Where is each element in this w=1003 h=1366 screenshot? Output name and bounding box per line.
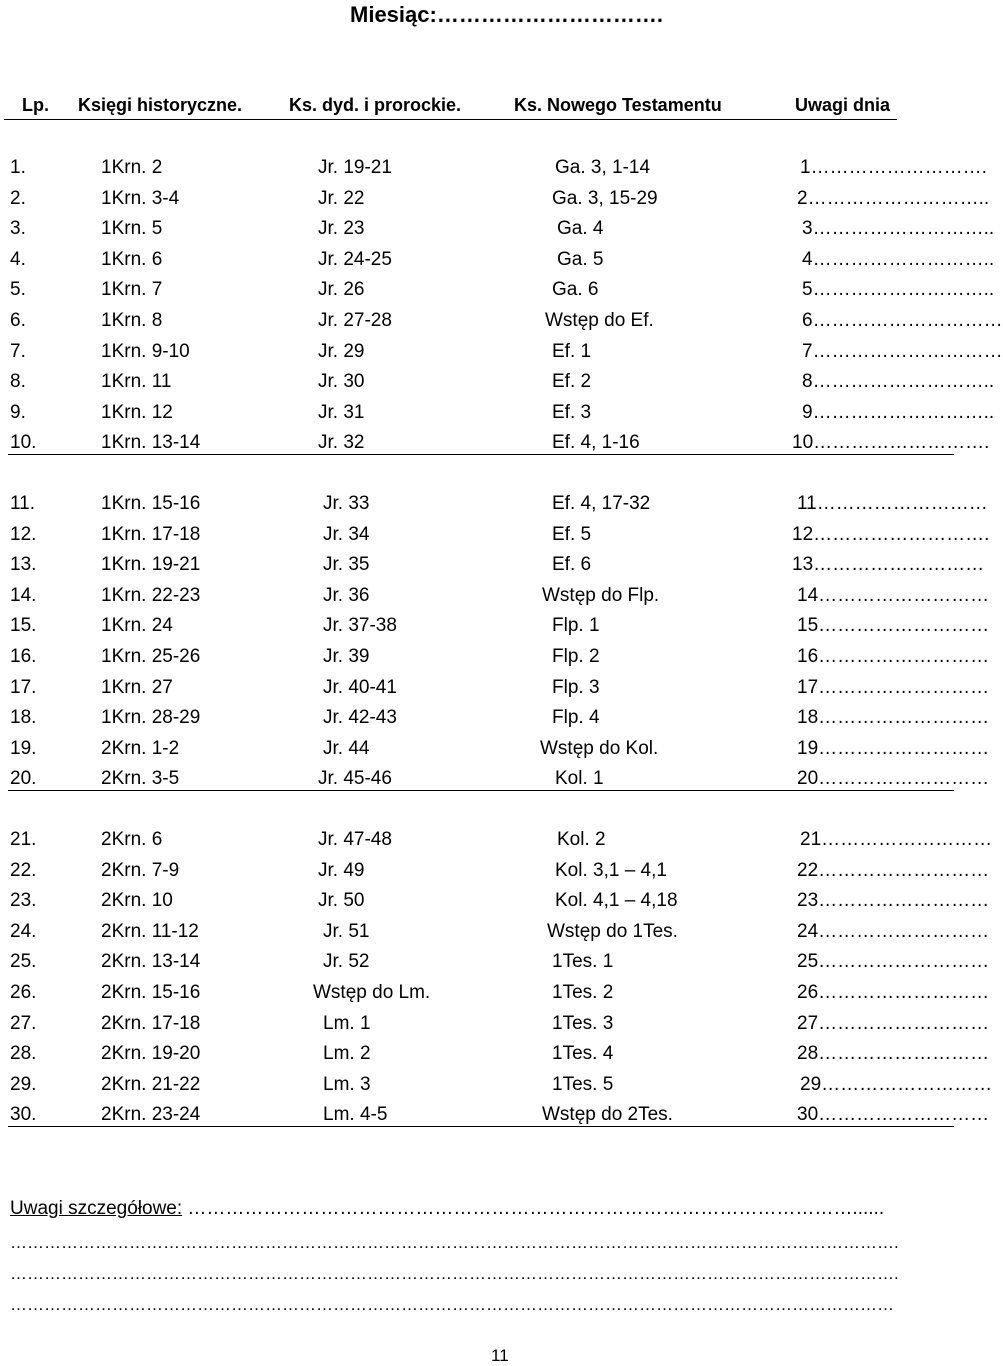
row-didactic-prophetic: Jr. 36 xyxy=(323,584,370,606)
row-didactic-prophetic: Jr. 52 xyxy=(323,951,370,973)
table-row xyxy=(0,157,987,181)
row-lp: 8. xyxy=(10,371,26,393)
row-notes: 25……………………… xyxy=(797,951,990,973)
row-lp: 13. xyxy=(10,554,37,576)
row-historical: 1Krn. 9-10 xyxy=(101,340,190,362)
row-lp: 15. xyxy=(10,615,37,637)
row-historical: 2Krn. 11-12 xyxy=(101,920,199,942)
remarks-line xyxy=(10,1198,884,1220)
row-new-testament: Ef. 4, 1-16 xyxy=(552,432,640,454)
row-lp: 20. xyxy=(10,768,37,790)
header-historical: Księgi historyczne. xyxy=(78,95,243,115)
row-new-testament: Wstęp do Kol. xyxy=(540,737,659,759)
row-new-testament: Kol. 4,1 – 4,18 xyxy=(555,890,678,912)
table-row xyxy=(0,493,988,517)
row-lp: 16. xyxy=(10,646,37,667)
row-didactic-prophetic: Jr. 27-28 xyxy=(318,310,392,331)
table-row xyxy=(0,371,995,395)
row-didactic-prophetic: Jr. 32 xyxy=(318,432,365,454)
row-notes: 16……………………… xyxy=(797,646,990,667)
row-notes: 8……………………….. xyxy=(802,371,995,393)
row-lp: 30. xyxy=(10,1104,37,1126)
row-didactic-prophetic: Jr. 34 xyxy=(323,523,370,545)
table-row xyxy=(0,707,990,731)
row-notes: 18……………………… xyxy=(797,707,990,729)
row-didactic-prophetic: Jr. 19-21 xyxy=(318,157,392,178)
row-didactic-prophetic: Jr. 22 xyxy=(318,187,365,209)
row-lp: 6. xyxy=(10,310,26,331)
row-new-testament: Flp. 3 xyxy=(552,676,600,698)
row-notes: 29……………………… xyxy=(800,1073,993,1095)
header-didactic-prophetic: Ks. dyd. i prorockie. xyxy=(289,95,462,115)
table-row xyxy=(0,829,993,853)
row-historical: 1Krn. 28-29 xyxy=(101,707,201,729)
row-didactic-prophetic: Jr. 50 xyxy=(318,890,365,912)
row-historical: 2Krn. 13-14 xyxy=(101,951,201,973)
row-notes: 24……………………… xyxy=(797,920,990,942)
row-notes: 19……………………… xyxy=(797,737,990,759)
row-historical: 1Krn. 15-16 xyxy=(101,493,201,514)
table-row xyxy=(0,340,1003,365)
row-lp: 11. xyxy=(10,493,36,514)
row-historical: 1Krn. 8 xyxy=(101,310,163,331)
row-lp: 25. xyxy=(10,951,37,973)
row-new-testament: 1Tes. 4 xyxy=(552,1043,614,1065)
row-new-testament: Wstęp do 2Tes. xyxy=(542,1104,673,1126)
table-row xyxy=(0,401,995,426)
row-notes: 9……………………….. xyxy=(802,401,995,423)
table-row xyxy=(0,737,990,762)
table-row xyxy=(0,768,990,792)
row-historical: 1Krn. 7 xyxy=(101,279,163,301)
row-notes: 6………………………… xyxy=(802,310,1003,331)
row-didactic-prophetic: Wstęp do Lm. xyxy=(313,982,431,1003)
row-historical: 1Krn. 3-4 xyxy=(101,187,180,209)
row-lp: 19. xyxy=(10,737,37,759)
row-didactic-prophetic: Jr. 39 xyxy=(323,646,370,667)
table-row xyxy=(0,1104,990,1128)
row-notes: 13……………………… xyxy=(792,554,985,576)
row-didactic-prophetic: Lm. 3 xyxy=(323,1073,371,1095)
row-new-testament: Kol. 1 xyxy=(555,768,604,790)
row-notes: 22……………………… xyxy=(797,859,990,881)
row-lp: 4. xyxy=(10,248,26,270)
row-lp: 23. xyxy=(10,890,37,912)
row-lp: 18. xyxy=(10,707,37,729)
row-notes: 23……………………… xyxy=(797,890,990,912)
row-new-testament: Wstęp do Ef. xyxy=(545,310,654,331)
row-historical: 1Krn. 6 xyxy=(101,248,163,270)
row-lp: 9. xyxy=(10,401,26,423)
row-new-testament: Wstęp do Flp. xyxy=(542,584,660,606)
row-new-testament: Ef. 5 xyxy=(552,523,592,545)
table-row xyxy=(0,554,985,578)
table-row xyxy=(0,310,1003,334)
row-didactic-prophetic: Jr. 44 xyxy=(323,737,370,759)
row-lp: 26. xyxy=(10,982,37,1003)
table-row xyxy=(0,890,990,914)
row-didactic-prophetic: Jr. 40-41 xyxy=(323,676,397,698)
row-new-testament: Wstęp do 1Tes. xyxy=(547,920,678,942)
row-historical: 1Krn. 19-21 xyxy=(101,554,201,576)
row-didactic-prophetic: Jr. 31 xyxy=(318,401,365,423)
table-row xyxy=(0,523,990,548)
row-lp: 22. xyxy=(10,859,37,881)
row-new-testament: Ef. 3 xyxy=(552,401,592,423)
table-row xyxy=(0,951,990,975)
row-lp: 27. xyxy=(10,1012,37,1034)
row-didactic-prophetic: Jr. 23 xyxy=(318,218,365,240)
row-historical: 1Krn. 13-14 xyxy=(101,432,201,454)
page-title: Miesiąc:…………………………. xyxy=(350,2,663,27)
row-new-testament: 1Tes. 3 xyxy=(552,1012,614,1034)
remarks-label: Uwagi szczegółowe: xyxy=(10,1198,183,1219)
table-row xyxy=(0,279,995,303)
row-didactic-prophetic: Jr. 49 xyxy=(318,859,365,881)
row-historical: 1Krn. 27 xyxy=(101,676,173,698)
row-notes: 3……………………….. xyxy=(802,218,995,240)
row-didactic-prophetic: Jr. 42-43 xyxy=(323,707,397,729)
table-row xyxy=(0,584,990,609)
row-didactic-prophetic: Jr. 29 xyxy=(318,340,365,362)
row-historical: 1Krn. 12 xyxy=(101,401,173,423)
row-notes: 17……………………… xyxy=(797,676,990,698)
row-new-testament: 1Tes. 5 xyxy=(552,1073,614,1095)
row-new-testament: Flp. 1 xyxy=(552,615,600,637)
table-row xyxy=(0,1043,990,1067)
table-row xyxy=(0,1012,990,1037)
table-row xyxy=(0,218,995,242)
row-new-testament: Ef. 4, 17-32 xyxy=(552,493,651,514)
row-didactic-prophetic: Jr. 33 xyxy=(323,493,370,514)
row-lp: 24. xyxy=(10,920,37,942)
table-row xyxy=(0,676,990,701)
row-didactic-prophetic: Jr. 30 xyxy=(318,371,365,393)
row-lp: 29. xyxy=(10,1073,37,1095)
row-historical: 2Krn. 7-9 xyxy=(101,859,180,881)
row-notes: 26……………………… xyxy=(797,982,990,1003)
row-notes: 28……………………… xyxy=(797,1043,990,1065)
row-didactic-prophetic: Jr. 51 xyxy=(323,920,370,942)
table-row xyxy=(0,859,990,884)
row-notes: 11……………………… xyxy=(797,493,988,514)
row-notes: 4……………………….. xyxy=(802,248,995,270)
row-new-testament: Ef. 1 xyxy=(552,340,592,362)
row-notes: 7………………………… xyxy=(802,340,1003,362)
row-lp: 7. xyxy=(10,340,26,362)
row-historical: 1Krn. 2 xyxy=(101,157,163,178)
table-row xyxy=(0,248,995,273)
row-notes: 27……………………… xyxy=(797,1012,990,1034)
row-historical: 2Krn. 17-18 xyxy=(101,1012,201,1034)
header-lp: Lp. xyxy=(22,95,49,115)
row-historical: 1Krn. 25-26 xyxy=(101,646,201,667)
page-number: 11 xyxy=(491,1346,509,1365)
remarks-dots-line: …………………………………………………………………………………………………………………………………………. xyxy=(10,1264,899,1283)
table-row xyxy=(0,982,990,1006)
row-lp: 10. xyxy=(10,432,37,454)
row-notes: 21……………………… xyxy=(800,829,993,850)
row-didactic-prophetic: Lm. 1 xyxy=(323,1012,371,1034)
remarks-dots-line: …………………………………………………………………………………………………………………………………………. xyxy=(10,1233,899,1252)
remarks-dots: ……………………………………………………………………………………………...... xyxy=(182,1198,885,1219)
row-historical: 1Krn. 17-18 xyxy=(101,523,201,545)
table-row xyxy=(0,187,990,212)
row-didactic-prophetic: Jr. 35 xyxy=(323,554,370,576)
row-notes: 5……………………….. xyxy=(802,279,995,301)
row-didactic-prophetic: Jr. 45-46 xyxy=(318,768,392,790)
row-historical: 1Krn. 11 xyxy=(101,371,172,393)
row-new-testament: Ga. 5 xyxy=(557,248,604,270)
header-notes: Uwagi dnia xyxy=(795,95,891,115)
row-new-testament: 1Tes. 1 xyxy=(552,951,614,973)
row-new-testament: Ga. 6 xyxy=(552,279,599,301)
row-notes: 30……………………… xyxy=(797,1104,990,1126)
row-didactic-prophetic: Jr. 24-25 xyxy=(318,248,392,270)
remarks-dots-line: ………………………………………………………………………………………………………………………………………… xyxy=(10,1295,894,1314)
row-new-testament: Flp. 2 xyxy=(552,646,600,667)
row-historical: 2Krn. 19-20 xyxy=(101,1043,201,1065)
row-lp: 1. xyxy=(10,157,26,178)
table-row xyxy=(0,432,990,456)
row-historical: 2Krn. 23-24 xyxy=(101,1104,201,1126)
row-didactic-prophetic: Lm. 2 xyxy=(323,1043,371,1065)
table-row xyxy=(0,646,990,670)
row-historical: 1Krn. 24 xyxy=(101,615,173,637)
row-historical: 2Krn. 3-5 xyxy=(101,768,180,790)
row-lp: 17. xyxy=(10,676,37,698)
row-new-testament: Ef. 6 xyxy=(552,554,592,576)
row-notes: 20……………………… xyxy=(797,768,990,790)
row-lp: 28. xyxy=(10,1043,37,1065)
row-new-testament: Flp. 4 xyxy=(552,707,600,729)
row-new-testament: Kol. 2 xyxy=(557,829,606,850)
row-lp: 12. xyxy=(10,523,37,545)
row-lp: 3. xyxy=(10,218,26,240)
row-historical: 1Krn. 22-23 xyxy=(101,584,201,606)
header-new-testament: Ks. Nowego Testamentu xyxy=(514,95,722,115)
row-notes: 15……………………… xyxy=(797,615,990,637)
table-row xyxy=(0,1073,993,1098)
row-new-testament: Kol. 3,1 – 4,1 xyxy=(555,859,667,881)
table-row xyxy=(0,920,990,945)
row-didactic-prophetic: Jr. 37-38 xyxy=(323,615,397,637)
row-didactic-prophetic: Lm. 4-5 xyxy=(323,1104,388,1126)
row-historical: 2Krn. 15-16 xyxy=(101,982,201,1003)
row-notes: 10………………………. xyxy=(792,432,990,454)
row-new-testament: Ga. 3, 1-14 xyxy=(555,157,651,178)
row-didactic-prophetic: Jr. 26 xyxy=(318,279,365,301)
row-lp: 2. xyxy=(10,187,26,209)
row-historical: 2Krn. 6 xyxy=(101,829,163,850)
row-new-testament: Ga. 4 xyxy=(557,218,604,240)
table-row xyxy=(0,615,990,639)
row-new-testament: Ef. 2 xyxy=(552,371,592,393)
row-lp: 21. xyxy=(10,829,37,850)
row-new-testament: 1Tes. 2 xyxy=(552,982,614,1003)
row-notes: 2……………………….. xyxy=(797,187,990,209)
row-historical: 1Krn. 5 xyxy=(101,218,163,240)
row-notes: 1………………………. xyxy=(800,157,987,178)
row-lp: 14. xyxy=(10,584,37,606)
row-notes: 12………………………. xyxy=(792,523,990,545)
row-new-testament: Ga. 3, 15-29 xyxy=(552,187,658,209)
row-historical: 2Krn. 21-22 xyxy=(101,1073,201,1095)
row-historical: 2Krn. 10 xyxy=(101,890,173,912)
row-historical: 2Krn. 1-2 xyxy=(101,737,180,759)
row-lp: 5. xyxy=(10,279,26,301)
row-notes: 14……………………… xyxy=(797,584,990,606)
row-didactic-prophetic: Jr. 47-48 xyxy=(318,829,392,850)
